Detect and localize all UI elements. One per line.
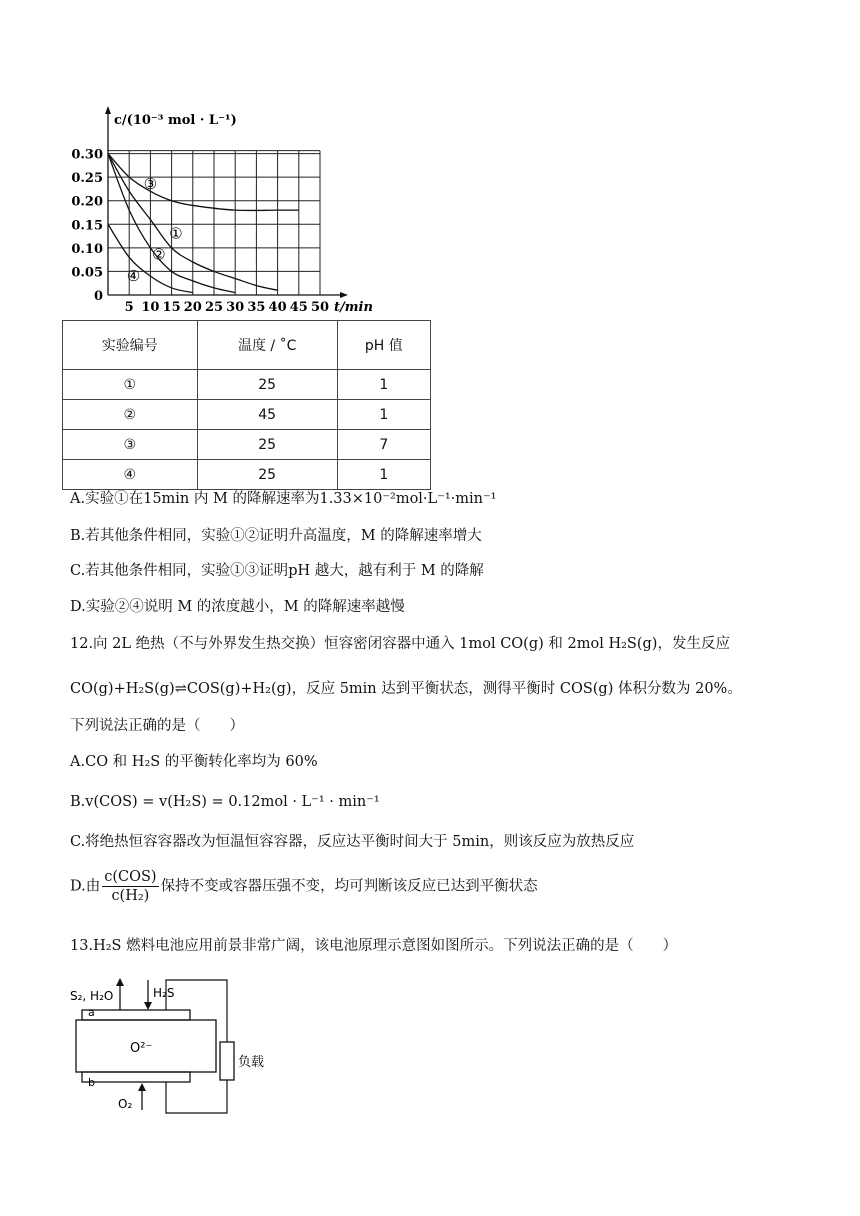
q12-l1-h2s: 2mol H₂S(g) [567,636,658,652]
electrode-a [82,1010,190,1020]
y-axis-arrow-icon [105,106,111,114]
table-row [63,430,431,460]
series-label: ③ [143,174,158,193]
q12-equation: CO(g)+H₂S(g)⇌COS(g)+H₂(g) [70,681,292,697]
label-o2-ion: O²⁻ [130,1041,153,1056]
table-cell: 1 [337,400,430,430]
label-s2-h2o: S₂, H₂O [70,989,114,1003]
y-tick-label: 0.10 [71,241,103,257]
table-cell: ④ [63,460,198,490]
fraction-numerator: c(COS) [104,869,157,885]
table-cell: 7 [337,430,430,460]
q12-l2-text2: 达到平衡状态，测得平衡时 [376,681,560,697]
q12-l1-and: 和 [543,636,568,652]
q12-c-text: C.将绝热恒容容器改为恒温恒容容器，反应达平衡时间大于 [70,834,453,850]
y-tick-label: 0 [93,289,103,304]
table-cell: ① [63,370,198,400]
table-row [63,370,431,400]
q11-a-rate: 1.33×10⁻²mol·L⁻¹·min⁻¹ [319,491,497,507]
q12-l2-cos: COS(g) [559,681,614,697]
x-tick-label: 45 [289,300,308,315]
arrow-up-icon [116,978,124,986]
q12-a-co: CO [85,754,109,770]
table-row [63,400,431,430]
x-tick-label: 30 [226,300,245,315]
series-label: ② [152,245,166,264]
q13-h2s: H₂S [93,938,122,954]
q12-b-expression: v(COS) = v(H₂S) = 0.12mol · L⁻¹ · min⁻¹ [85,794,380,810]
q11-a-time: 15min [143,491,190,507]
x-tick-label: 25 [204,300,224,315]
arrow-down-icon [144,1002,152,1010]
q11-a-text2: 内 M 的降解速率为 [189,491,320,507]
y-tick-label: 0.15 [71,218,103,234]
q12-l2-text3: 体积分数为 20%。 [613,681,742,697]
q12-l2-text: ，反应 [291,681,340,697]
table-cell: 25 [197,370,337,400]
table-row [63,460,431,490]
q12-l1-text2: ，发生反应 [657,636,730,652]
table-cell: ② [63,400,198,430]
load-resistor [220,1042,234,1080]
x-tick-label: 10 [141,300,160,315]
table-header-cell: 温度 / ˚C [197,321,337,370]
q12-stem-line3: 下列说法正确的是（ ） [70,718,244,734]
x-axis-label: t/min [334,300,373,315]
q12-option-d [70,868,538,905]
label-load: 负载 [238,1055,265,1070]
x-axis-arrow-icon [340,292,348,298]
y-axis-label: c/(10⁻³ mol · L⁻¹) [114,113,237,128]
label-b: b [88,1076,95,1089]
label-o2: O₂ [118,1097,133,1111]
q12-option-c [70,832,634,852]
q12-c-text2: ，则该反应为放热反应 [489,834,635,850]
table-cell: 25 [197,460,337,490]
q12-d-fraction [102,868,158,905]
y-tick-label: 0.30 [71,147,103,163]
q11-option-b: B.若其他条件相同，实验①②证明升高温度，M 的降解速率增大 [70,528,482,544]
x-tick-label: 5 [124,300,134,315]
y-tick-label: 0.20 [71,194,103,210]
q12-d-label: D.由 [70,878,101,895]
table-cell: ③ [63,430,198,460]
q11-option-a [70,489,496,509]
x-tick-label: 50 [310,300,330,315]
wire-bottom [166,1080,227,1113]
q11-c-ph: pH [288,563,311,579]
x-tick-label: 20 [183,300,202,315]
electrode-b [82,1072,190,1082]
label-h2s: H₂S [153,986,175,1000]
table-header-cell: 实验编号 [63,321,198,370]
x-tick-label: 40 [268,300,287,315]
q13-number: 13. [70,938,94,954]
q12-l1-text: 12.向 2L 绝热（不与外界发生热交换）恒容密闭容器中通入 [70,636,460,652]
series-label: ① [169,224,183,243]
q12-l1-co: 1mol CO(g) [459,636,544,652]
q12-a-h2s: H₂S [131,754,161,770]
q11-c-text2: 越大，越有利于 M 的降解 [310,563,484,579]
q12-option-b [70,792,380,812]
table-header-row [63,321,431,370]
q12-b-label: B. [70,794,86,810]
q13-text: 燃料电池应用前景非常广阔，该电池原理示意图如图所示。下列说法正确的是（ ） [121,938,678,954]
q13-stem [70,936,677,956]
fuel-cell-diagram [60,970,270,1120]
experiment-table [62,320,431,490]
q12-l2-time: 5min [339,681,377,697]
y-tick-label: 0.25 [71,171,103,187]
q12-a-label: A. [70,754,86,770]
x-tick-label: 15 [162,300,181,315]
q12-option-a [70,752,318,772]
y-tick-label: 0.05 [71,265,103,281]
series-label: ④ [126,266,141,285]
q11-option-c [70,561,484,581]
q11-c-text: C.若其他条件相同，实验①③证明 [70,563,289,579]
table-cell: 1 [337,460,430,490]
x-tick-label: 35 [247,300,266,315]
wire-top [166,980,227,1042]
q12-c-time: 5min [452,834,490,850]
table-cell: 1 [337,370,430,400]
q12-a-and: 和 [108,754,132,770]
q12-d-text: 保持不变或容器压强不变，均可判断该反应已达到平衡状态 [160,878,538,895]
q11-option-d: D.实验②④说明 M 的浓度越小，M 的降解速率越慢 [70,599,405,615]
table-cell: 25 [197,430,337,460]
degradation-chart [60,100,373,315]
table-header-cell: pH 值 [337,321,430,370]
q12-a-text: 的平衡转化率均为 60% [160,754,318,770]
label-a: a [88,1006,95,1019]
q12-stem-line2 [70,679,742,699]
table-cell: 45 [197,400,337,430]
fraction-denominator: c(H₂) [111,888,150,904]
q11-a-text: A.实验①在 [70,491,144,507]
arrow-up-icon [138,1083,146,1091]
q12-stem-line1 [70,634,730,654]
